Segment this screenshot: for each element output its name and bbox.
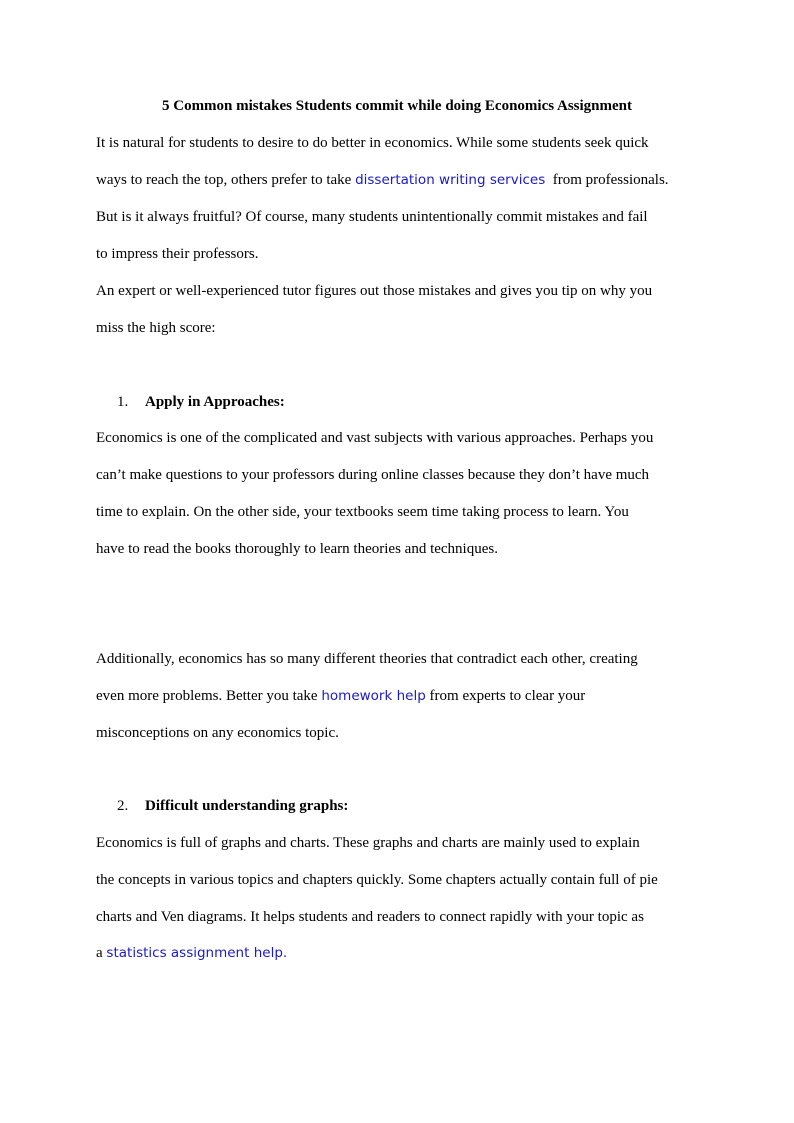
intro-line: An expert or well-experienced tutor figures out those mistakes and gives you tip on why you xyxy=(96,283,653,299)
intro-line: But is it always fruitful? Of course, many students unintentionally commit mistakes and fail xyxy=(96,209,648,225)
paragraph-text: from experts to clear your xyxy=(425,688,586,704)
intro-text: from professionals. xyxy=(545,172,669,188)
section-number: 1. xyxy=(117,394,129,410)
paragraph-line xyxy=(96,944,287,962)
paragraph-line: misconceptions on any economics topic. xyxy=(96,725,339,741)
intro-text: ways to reach the top, others prefer to take xyxy=(96,172,356,188)
paragraph-line: Economics is one of the complicated and vast subjects with various approaches. Perhaps you xyxy=(96,430,654,446)
paragraph-line: charts and Ven diagrams. It helps students and readers to connect rapidly with your topic as xyxy=(96,909,644,925)
paragraph-line: time to explain. On the other side, your textbooks seem time taking process to learn. You xyxy=(96,504,629,520)
paragraph-text: even more problems. Better you take xyxy=(96,688,322,704)
intro-line xyxy=(96,171,669,189)
dissertation-writing-services-link[interactable]: dissertation writing services xyxy=(355,172,546,188)
paragraph-line: Economics is full of graphs and charts. These graphs and charts are mainly used to explain xyxy=(96,835,640,851)
section-title: Difficult understanding graphs: xyxy=(145,798,349,814)
intro-line: miss the high score: xyxy=(96,320,216,336)
statistics-assignment-help-link[interactable]: statistics assignment help xyxy=(106,945,283,961)
paragraph-line xyxy=(96,687,585,705)
intro-line: It is natural for students to desire to do better in economics. While some students seek quick xyxy=(96,135,649,151)
section-number: 2. xyxy=(117,798,129,814)
paragraph-line: the concepts in various topics and chapters quickly. Some chapters actually contain full of pie xyxy=(96,872,658,888)
homework-help-link[interactable]: homework help xyxy=(321,688,426,704)
paragraph-line: Additionally, economics has so many different theories that contradict each other, creating xyxy=(96,651,638,667)
paragraph-text: . xyxy=(282,945,288,961)
document-title: 5 Common mistakes Students commit while doing Economics Assignment xyxy=(161,98,633,114)
intro-line: to impress their professors. xyxy=(96,246,259,262)
paragraph-line: can’t make questions to your professors during online classes because they don’t have much xyxy=(96,467,650,483)
paragraph-text: a xyxy=(96,945,107,961)
section-title: Apply in Approaches: xyxy=(145,394,285,410)
paragraph-line: have to read the books thoroughly to learn theories and techniques. xyxy=(96,541,498,557)
